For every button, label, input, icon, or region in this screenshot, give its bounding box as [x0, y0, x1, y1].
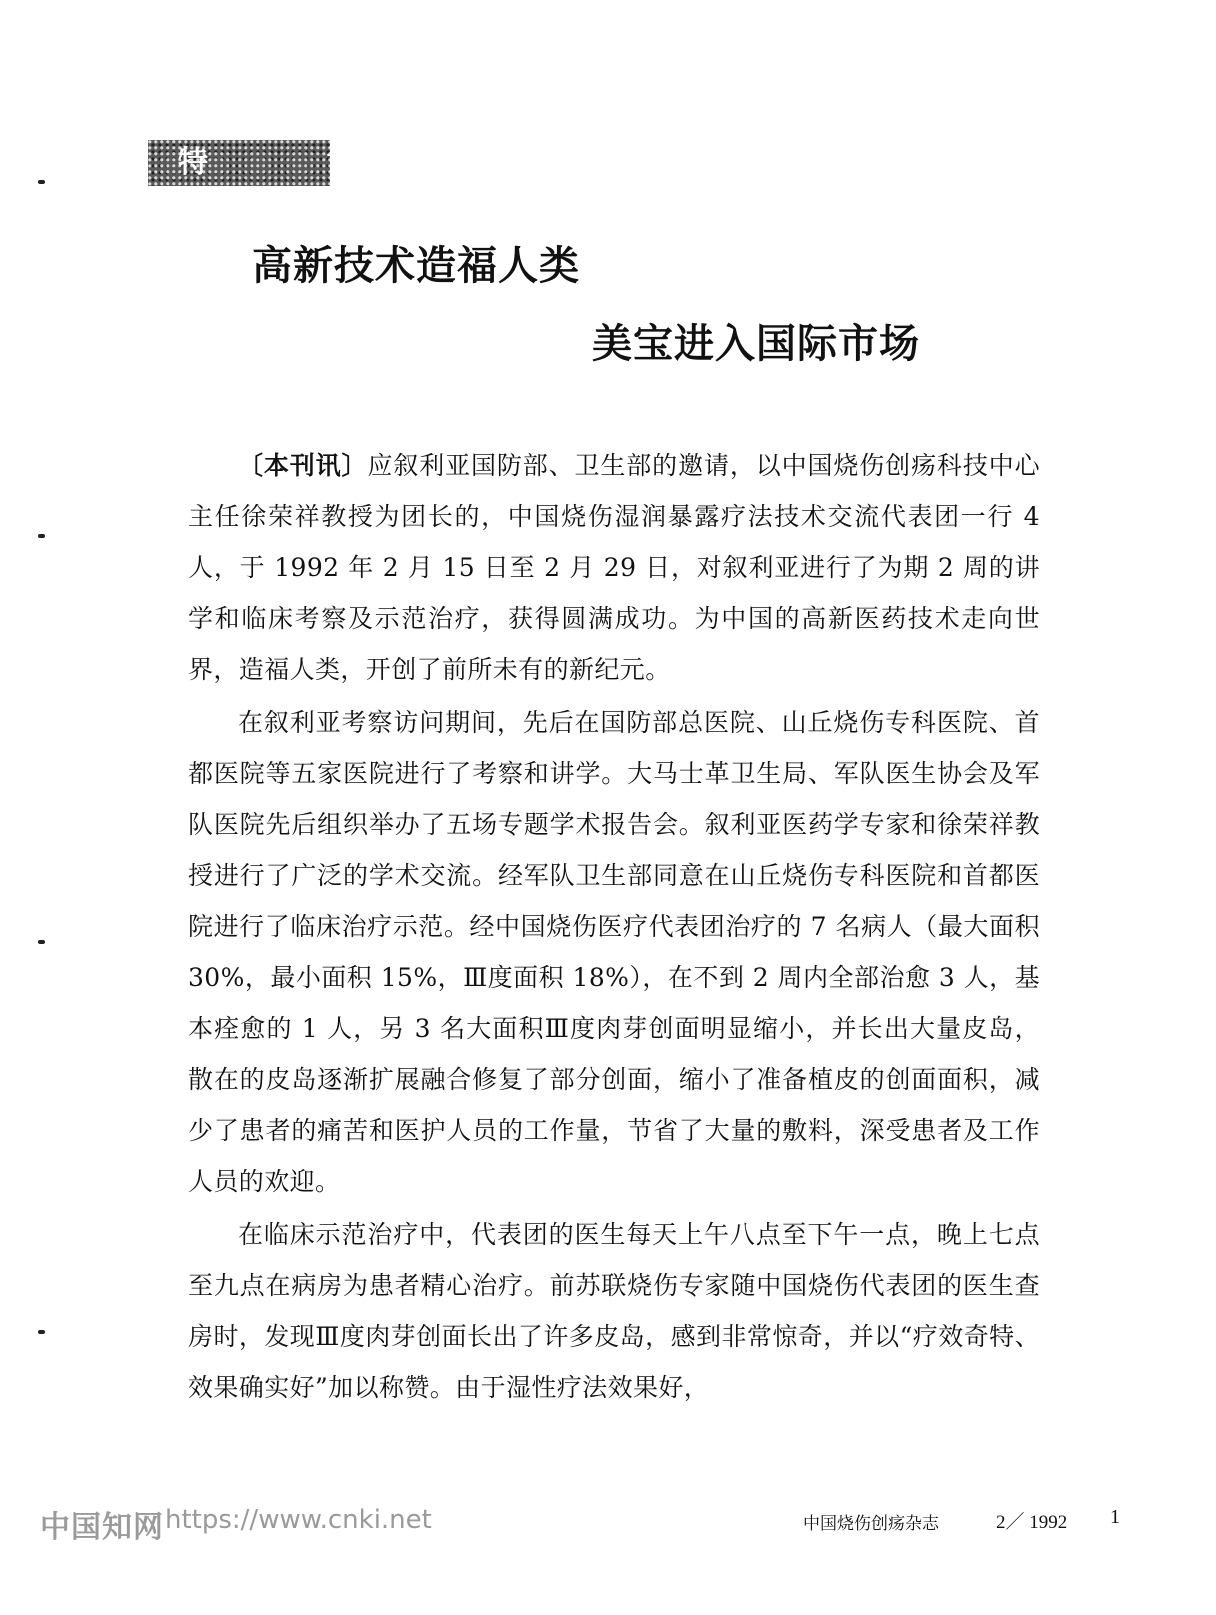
paragraph-1 — [188, 440, 1040, 695]
paragraph-1-text: 应叙利亚国防部、卫生部的邀请，以中国烧伤创疡科技中心主任徐荣祥教授为团长的，中国烧伤湿润暴露疗法技术交流代表团一行 4 人，于 1992 年 2 月 15 日至 2 月 29 日，对叙利亚进行了为期 2 周的讲学和临床考察及示范治疗，获得圆满成功。为中国的高新医药技术走向世界，造福人类，开创了前所未有的新纪元。 — [188, 451, 1040, 684]
cnki-url: https://www.cnki.net — [165, 1505, 432, 1535]
article-body — [188, 440, 1040, 1413]
cnki-brand-logo: 中国知网 — [40, 1510, 164, 1545]
paragraph-2: 在叙利亚考察访问期间，先后在国防部总医院、山丘烧伤专科医院、首都医院等五家医院进行了考察和讲学。大马士革卫生局、军队医生协会及军队医院先后组织举办了五场专题学术报告会。叙利亚医药学专家和徐荣祥教授进行了广泛的学术交流。经军队卫生部同意在山丘烧伤专科医院和首都医院进行了临床治疗示范。经中国烧伤医疗代表团治疗的 7 名病人（最大面积 30%，最小面积 15%，Ⅲ度面积 18%），在不到 2 周内全部治愈 3 人，基本痊愈的 1 人，另 3 名大面积Ⅲ度肉芽创面明显缩小，并长出大量皮岛，散在的皮岛逐渐扩展融合修复了部分创面，缩小了准备植皮的创面面积，减少了患者的痛苦和医护人员的工作量，节省了大量的敷料，深受患者及工作人员的欢迎。 — [188, 708, 1040, 1196]
lead-tag: 〔本刊讯〕 — [238, 451, 368, 480]
issue-number: 2／ 1992 — [996, 1512, 1068, 1533]
journal-name: 中国烧伤创疡杂志 — [803, 1514, 939, 1534]
scan-mark — [38, 534, 45, 538]
scan-mark — [38, 940, 45, 944]
page-number: 1 — [1110, 1506, 1120, 1528]
scan-mark — [38, 180, 45, 184]
paragraph-3: 在临床示范治疗中，代表团的医生每天上午八点至下午一点，晚上七点至九点在病房为患者精心治疗。前苏联烧伤专家随中国烧伤代表团的医生查房时，发现Ⅲ度肉芽创面长出了许多皮岛，感到非常惊奇，并以“疗效奇特、效果确实好”加以称赞。由于湿性疗法效果好， — [188, 1220, 1040, 1402]
section-tag: 特 讯 — [148, 140, 330, 186]
article-title-line-2: 美宝进入国际市场 — [592, 321, 920, 367]
article-title-line-1: 高新技术造福人类 — [252, 243, 580, 289]
scan-mark — [38, 1330, 45, 1334]
